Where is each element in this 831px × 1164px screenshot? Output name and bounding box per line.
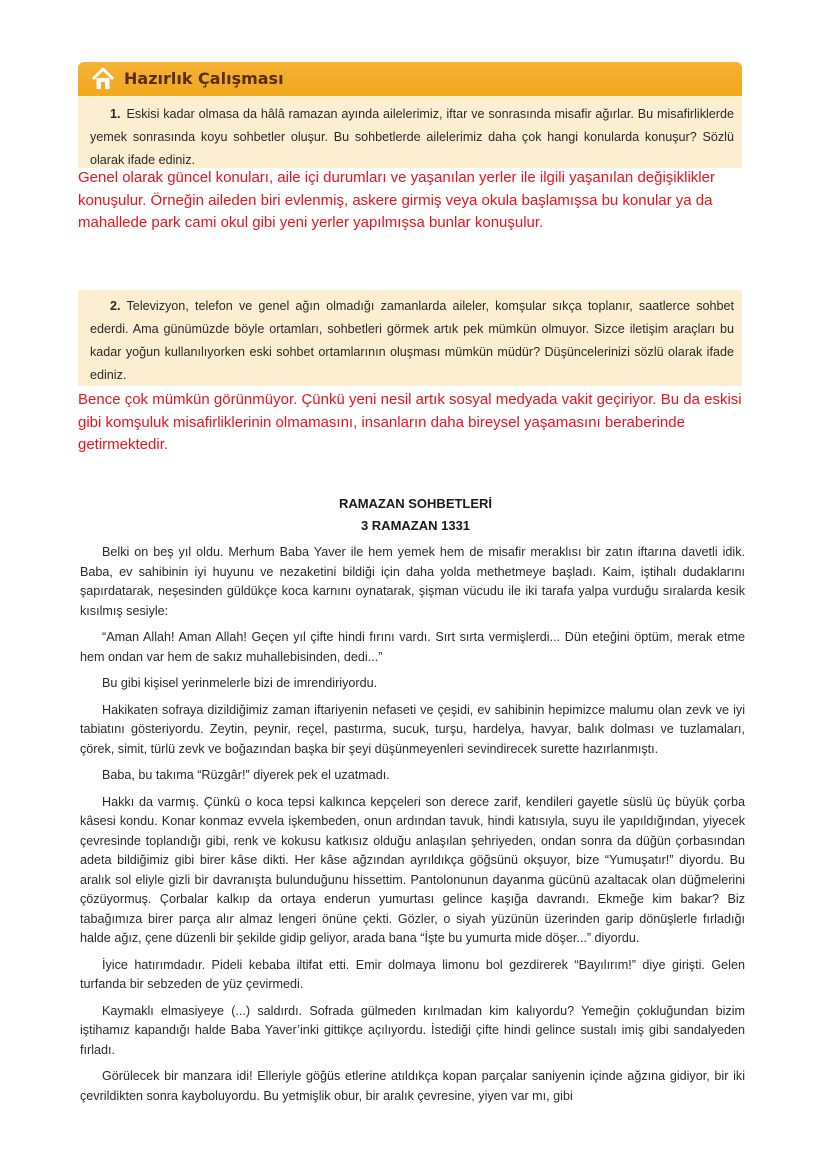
article-subtitle: 3 RAMAZAN 1331 (360, 518, 471, 533)
article-paragraph: Kaymaklı elmasiyeye (...) saldırdı. Sofrada gülmeden kırılmadan kim kalıyordu? Yemeğin çokluğundan bizim iştihamız kapandığı halde Baba Yaver’inki gittikçe açılıyordu. İstediği çifte hindi gelince sustalı imiş gibi sandalyeden fırladı. (80, 1003, 745, 1057)
article-paragraph: Hakikaten sofraya dizildiğimiz zaman iftariyenin nefaseti ve çeşidi, ev sahibinin hepimizce malumu olan zevk ve iyi tabiatını gösteriyordu. Zeytin, peynir, reçel, pastırma, sucuk, turşu, hardelya, havyar, balık dolması ve tuzlamaları, çörek, simit, türlü zevk ve boğazından başka bir şeyi düşünmeyenleri sevindirecek surette hazırlanmıştı. (80, 702, 745, 756)
article-paragraph: Belki on beş yıl oldu. Merhum Baba Yaver ile hem yemek hem de misafir meraklısı bir zatın iftarına davetli idik. Baba, ev sahibinin iyi huyunu ve nezaketini bildiği için daha yolda methetmeye başladı. Kaim, iştihalı dudaklarını şapırdatarak, neşesinden güldükçe koca karnını oynatarak, şişman vücudu ile iki tarafa yalpa vurduğu sıralarda kesik kısılmış sesiyle: (80, 545, 745, 618)
article-paragraph: İyice hatırımdadır. Pideli kebaba iltifat etti. Emir dolmaya limonu bol gezdirerek “Bayılırım!” diye girişti. Gelen turfanda bir sebzeden de yüz çevirmedi. (80, 957, 745, 991)
home-icon (90, 66, 116, 92)
article-paragraph: “Aman Allah! Aman Allah! Geçen yıl çifte hindi fırını vardı. Sırt sırta vermişlerdi... Dün eteğini öptüm, merak etme hem ondan var hem de sakız muhallebisinden, dedi...” (80, 630, 745, 664)
article-paragraph: Bu gibi kişisel yerinmelerle bizi de imrendiriyordu. (102, 676, 378, 690)
question-1 (90, 103, 734, 172)
article-body (80, 543, 745, 1113)
article-paragraph: Baba, bu takıma “Rüzgâr!” diyerek pek el uzatmadı. (102, 768, 390, 782)
answer-2: Bence çok mümkün görünmüyor. Çünkü yeni nesil artık sosyal medyada vakit geçiriyor. Bu da eskisi gibi komşuluk misafirliklerinin olmamasını, insanların daha bireysel yaşamasını beraberinde getirmektedir. (78, 391, 742, 453)
article-paragraph: Görülecek bir manzara idi! Elleriyle göğüs etlerine atıldıkça kopan parçalar saniyenin içinde ağzına gidiyor, bir iki çevrildikten sonra kayboluyordu. Bu yetmişlik obur, bir aralık çevresine, yiyen var mı, gibi (80, 1069, 745, 1103)
question-number: 2. (110, 299, 121, 313)
answer-1: Genel olarak güncel konuları, aile içi durumları ve yaşanılan yerler ile ilgili yaşanılan değişiklikler konuşulur. Örneğin aileden biri evlenmiş, askere girmiş veya okula başlamışsa bu konular ya da mahallede park cami okul gibi yeni yerler yapılmışsa bunlar konuşulur. (78, 169, 715, 231)
article-paragraph: Hakkı da varmış. Çünkü o koca tepsi kalkınca kepçeleri son derece zarif, kendileri gayetle süslü üç büyük çorba kâsesi kondu. Konar konmaz evvela işkembeden, onun ardından tavuk, hindi katısıyla, suyu ile yapıldığından, yiyecek çevresinde toplandığı gibi, renk ve kokusu katkısız olduğu anlaşılan şehriyeden, ondan sonra da düğün çorbasından adeta bildiğimiz gibi birer kâse dikti. Her kâse ağzından ayrıldıkça göğsünü okşuyor, bize “Yumuşatır!” diyordu. Bu aralık sol eliyle gizli bir davranışta bulunduğunu hissettim. Pantolonunun dayanma gücünü azaltacak olan düğmelerini çözüyormuş. Çorbalar kalkıp da ortaya enderun yumurtası gelince kaşığa davrandı. Ekmeğe kim bakar? Biz tabağımıza birer parça alır almaz lengeri önüne çekti. Gözler, o siyah yüzünün üzerinden garip dönüşlerle fırladığı halde ağız, çene düzenli bir şekilde gidip geliyor, arada bana “İşte bu yumurta mide döşer...” diyordu. (80, 794, 745, 945)
section-title: Hazırlık Çalışması (124, 69, 284, 88)
question-2 (90, 295, 734, 387)
question-number: 1. (110, 107, 121, 121)
question-text: Eskisi kadar olmasa da hâlâ ramazan ayında ailelerimiz, iftar ve sonrasında misafir ağırlar. Bu misafirliklerde yemek sonrasında koyu sohbetler oluşur. Bu sohbetlerde ailelerimiz daha çok hangi konularda konuşur? Sözlü olarak ifade ediniz. (90, 107, 734, 167)
article-title: RAMAZAN SOHBETLERİ (338, 496, 493, 511)
section-header (78, 62, 742, 96)
question-text: Televizyon, telefon ve genel ağın olmadığı zamanlarda aileler, komşular sıkça toplanır, saatlerce sohbet ederdi. Ama günümüzde böyle ortamları, sohbetleri görmek artık pek mümkün olmuyor. Sizce iletişim araçları bu kadar yoğun kullanılıyorken eski sohbet ortamlarının oluşması mümkün müdür? Düşüncelerinizi sözlü olarak ifade ediniz. (90, 299, 734, 382)
